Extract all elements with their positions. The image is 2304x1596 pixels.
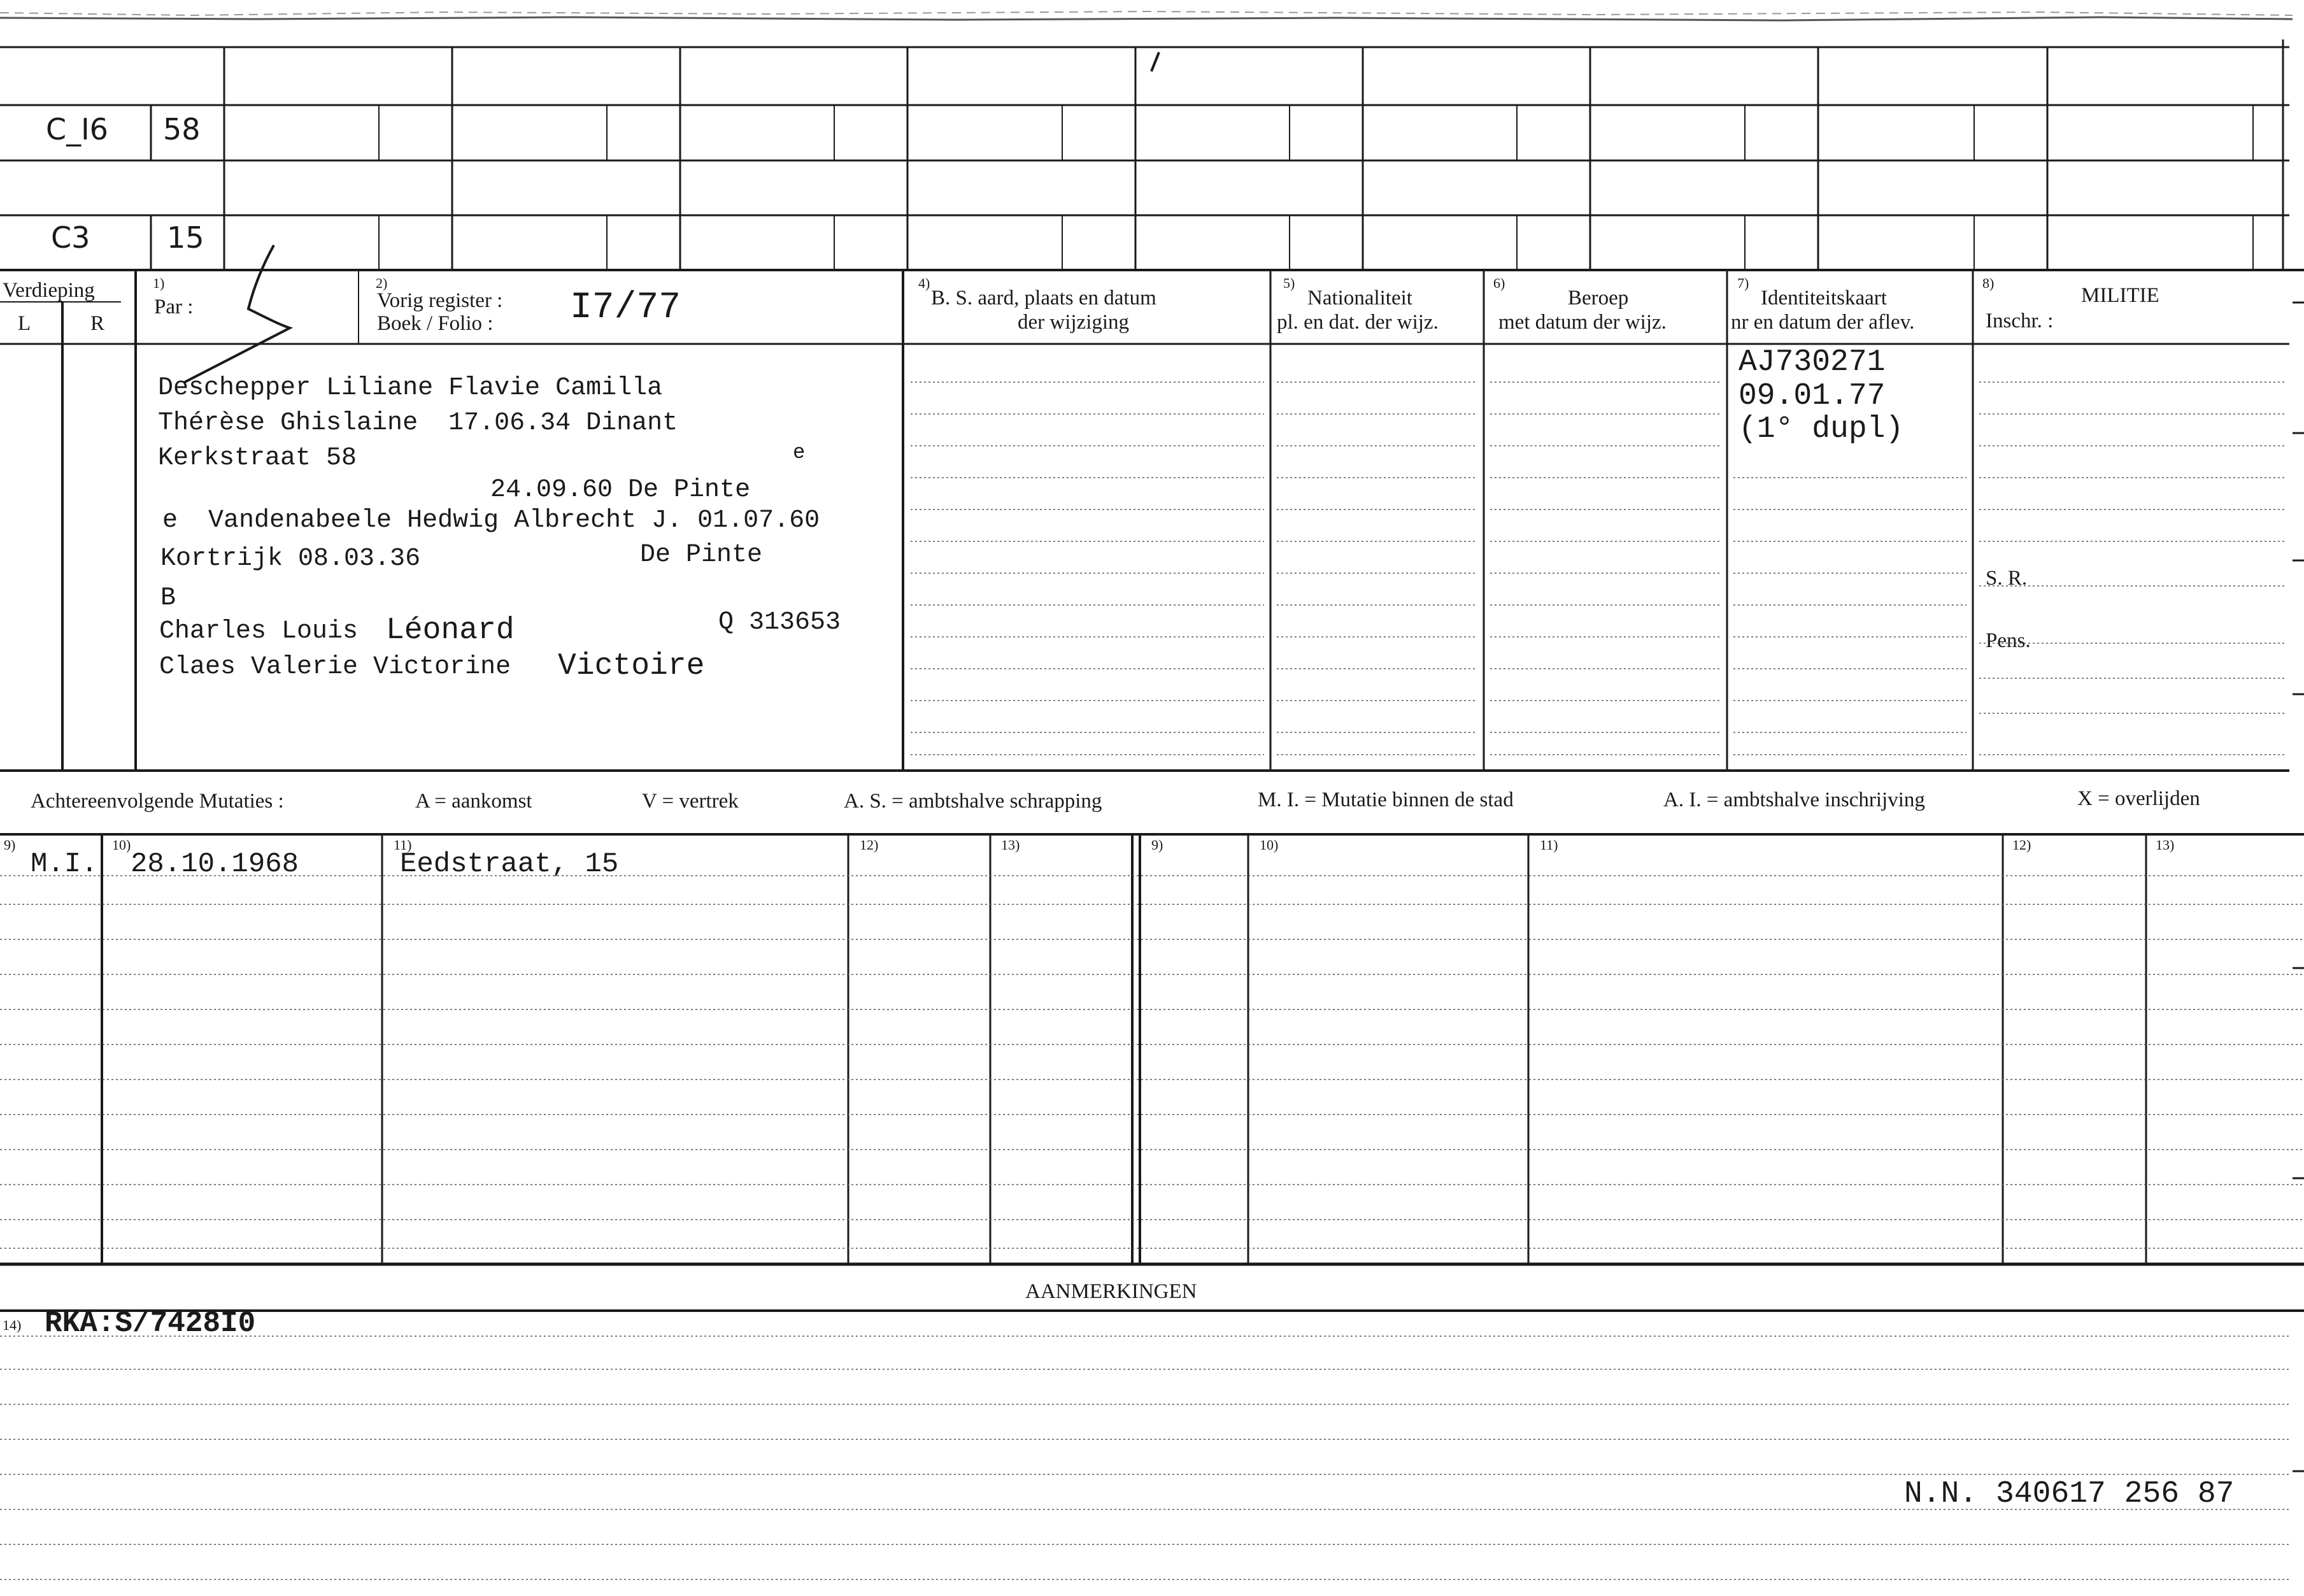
mut-col-10: 10) [112,837,131,853]
beroep-header: Beroep [1568,287,1629,310]
mut-col-9b: 9) [1151,837,1163,853]
legend-ai: A. I. = ambtshalve inschrijving [1663,788,1925,811]
nationaliteit-sub: pl. en dat. der wijz. [1277,311,1439,334]
legend-mi: M. I. = Mutatie binnen de stad [1258,788,1514,811]
id-card-number: AJ730271 [1739,345,1886,380]
aanm-col-14: 14) [3,1317,22,1333]
legend-v: V = vertrek [642,790,739,813]
verdieping-header: Verdieping [3,279,95,302]
mut-col-12b: 12) [2012,837,2031,853]
detail-line-4: 24.09.60 De Pinte [490,476,751,504]
id-card-date: 09.01.77 [1739,379,1886,413]
detail-line-5: e Vandenabeele Hedwig Albrecht J. 01.07.60 [162,506,820,535]
bs-header-line2: der wijziging [1018,311,1130,334]
detail-mark-e: e [793,441,806,464]
mutation-date: 28.10.1968 [131,848,299,880]
identiteitskaart-header: Identiteitskaart [1761,287,1887,310]
detail-line-9b: Victoire [558,649,705,683]
handwritten-pen-stroke-icon [185,52,1159,382]
par-label: Par : [154,296,194,318]
mut-col-9: 9) [4,837,16,853]
col-4-marker: 4) [918,275,930,291]
mut-col-13: 13) [1001,837,1020,853]
detail-line-8c: Q 313653 [718,608,841,637]
register-code-2: C3 [51,220,90,255]
inschr-label: Inschr. : [1986,310,2054,332]
register-code-1: C_I6 [46,112,108,146]
detail-line-8b: Léonard [386,613,515,648]
detail-line-2: Thérèse Ghislaine 17.06.34 Dinant [158,409,678,438]
register-number-1: 58 [163,112,201,146]
detail-line-6a: Kortrijk 08.03.36 [160,545,421,573]
mut-col-12: 12) [860,837,879,853]
detail-line-3: Kerkstraat 58 [158,444,357,473]
detail-line-7: B [160,584,176,613]
nationaliteit-header: Nationaliteit [1307,287,1412,310]
col-1-marker: 1) [153,275,165,291]
national-number: N.N. 340617 256 87 [1904,1477,2235,1511]
pens-label: Pens. [1986,629,2031,652]
detail-line-6b: De Pinte [640,541,763,569]
vorig-register-label: Vorig register : [377,289,503,312]
identiteitskaart-sub: nr en datum der aflev. [1731,311,1915,334]
col-5-marker: 5) [1283,275,1295,291]
legend-x: X = overlijden [2077,787,2200,810]
mutation-address: Eedstraat, 15 [400,848,619,880]
mut-col-13b: 13) [2156,837,2175,853]
aanmerkingen-title: AANMERKINGEN [1025,1280,1197,1303]
detail-line-8a: Charles Louis [159,617,359,646]
bs-header-line1: B. S. aard, plaats en datum [931,287,1156,310]
mutation-type: M.I. [31,848,98,880]
legend-as: A. S. = ambtshalve schrapping [844,790,1102,813]
register-number-2: 15 [167,220,204,255]
vorig-register-value: I7/77 [570,287,681,329]
col-2-marker: 2) [376,275,388,291]
detail-line-1: Deschepper Liliane Flavie Camilla [158,374,663,403]
mut-col-11: 11) [394,837,412,853]
floor-r-header: R [90,312,105,335]
militie-header: MILITIE [2081,284,2159,307]
rka-reference: RKA:S/7428I0 [45,1307,256,1340]
boek-folio-label: Boek / Folio : [377,312,494,335]
col-7-marker: 7) [1737,275,1749,291]
floor-l-header: L [18,312,31,335]
legend-a: A = aankomst [415,790,532,813]
sr-label: S. R. [1986,567,2028,590]
mut-col-10b: 10) [1260,837,1279,853]
beroep-sub: met datum der wijz. [1498,311,1667,334]
detail-line-9a: Claes Valerie Victorine [159,653,511,681]
col-8-marker: 8) [1982,275,1995,291]
col-6-marker: 6) [1493,275,1505,291]
mutaties-title: Achtereenvolgende Mutaties : [31,790,284,813]
mut-col-11b: 11) [1540,837,1558,853]
id-card-note: (1° dupl) [1739,412,1904,446]
